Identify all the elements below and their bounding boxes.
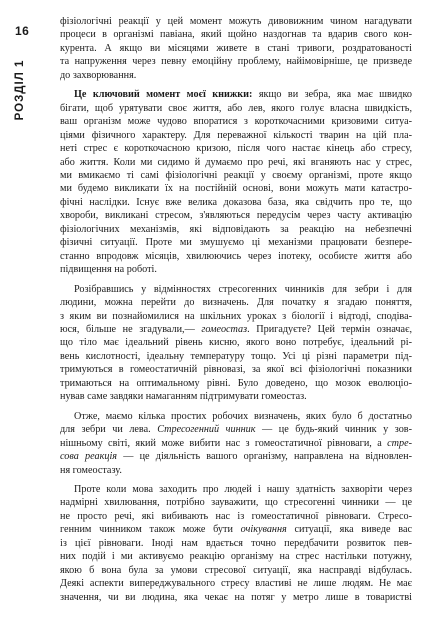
text-line: Розібравшись у відмінностях стресогенних чинників для зебри і для [74,283,412,295]
text-line: та напруження через певну емоційну проблему, найімовірніше, це призведе [60,56,412,68]
text-line: процеси в організмі павіана, який щойно наздогнав та вдарив свого кон- [60,29,412,41]
text-line: неті стрес є короткочасною кризою, після чого настає кінець або стресу, [60,143,412,155]
text-line: людини, можна перейти до визначень. Для початку я згадаю поняття, [60,297,412,309]
text-line: значення, чи ви людина, яка чекає на потяг у метро лише в товаристві [60,591,412,603]
text-line: курента. А якщо ви місяцями живете в стані тривоги, роздратованості [60,42,412,54]
paragraph [60,410,412,477]
chapter-label [6,60,34,120]
text-line: хвороби, викликані стресом, з'являються передусім через часту активацію [60,210,412,222]
text-line: ваш організм може чудово впоратися з короткочасними кризовими ситуа- [60,116,412,128]
text-line: юся, більше не згадували,— гомеостаз. Пригадуєте? Цей термін означає, [60,323,412,335]
text-line: Це ключовий момент моєї книжки: якщо ви зебра, яка має швидко [74,89,412,101]
text-line: сова реакція — це діяльність вашого організму, направлена на відновлен- [60,451,412,463]
text-line: підвищення на роботі. [60,264,157,276]
text-line: що тіло має ідеальний рівень кисню, якого воно потребує, ідеальний рі- [60,337,412,349]
text-line: фічні наслідки. Існує вже велика доказова база, яка свідчить про те, що [60,196,412,208]
text-line: ми будемо викликати їх на постійній основі, вони можуть мати катастро- [60,183,412,195]
text-line: або життя. Коли ми сидимо й думаємо про речі, які вганяють нас у стрес, [60,156,412,168]
text-line: якою б вона була за умови стресової ситуації, яка насправді відбулась. [60,564,412,576]
text-line: Деякі аспекти випереджувального стресу властиві не лише людям. Не має [60,578,412,590]
text-line: із цієї рівноваги. Іноді нам вдається точно передбачити розвиток пев- [60,537,412,549]
text-line: фізіологічних механізмів, які відповідають за реакцію на небезпечні [60,223,412,235]
text-line: вень кислотності, ідеальну температуру тощо. Усі ці різні параметри під- [60,350,412,362]
text-line: Проте коли мова заходить про людей і нашу здатність захворіти через [74,483,412,495]
paragraph [60,483,412,604]
text-line: тримаються на оптимальному рівні. Було доведено, що мозок еволюціо- [60,377,412,389]
text-line: ня гомеостазу. [60,464,122,476]
page-number: 16 [15,24,30,38]
text-line: до захворювання. [60,69,137,81]
text-line: ми вмикаємо ті самі фізіологічні реакції у своєму організмі, проте якщо [60,169,412,181]
chapter-label-text: РОЗДІЛ 1 [14,59,26,121]
text-line: нішньому світі, який може вибити нас з гомеостатичної рівноваги, а стре- [60,437,412,449]
paragraph [60,283,412,404]
body-text [60,15,412,610]
text-line: генним чинником також може бути очікування ситуації, яка виведе вас [60,524,412,536]
text-line: фізіологічні реакції у цей момент можуть дивовижним чином нагадувати [60,16,412,27]
text-line: не просто речі, які вибивають нас із гомеостатичної рівноваги. Стресо- [60,510,412,522]
text-line: станно впродовж місяців, хвилюючись через іпотеку, особисте життя або [60,250,412,262]
text-line: них подій і ми активуємо реакцію організму на стрес настільки потужну, [60,551,412,563]
text-line: бігати, щоб урятувати своє життя, або лев, якого голує власна швидкість, [60,102,412,114]
text-line: ціями фізичного характеру. Для переважної кількості тварин на цій пла- [60,129,412,141]
paragraph [60,15,412,82]
text-line: для зебри чи лева. Стресогенний чинник — це будь-який чинник у зов- [60,424,412,436]
text-line: з яким ви познайомилися на шкільних уроках з біології і відтоді, сподіва- [60,310,412,322]
text-line: фізичні ситуації. Проте ми змушуємо ці механізми працювати безпере- [60,237,412,249]
text-line: тримуються в гомеостатичній рівновазі, за якої всі фізіологічні показники [60,364,412,376]
text-line: нував саме завдяки намаганням підтримувати гомеостаз. [60,391,307,403]
paragraph [60,88,412,276]
text-line: надмірні хвилювання, потрібно зауважити, що стресогенні чинники — це [60,497,412,509]
text-line: Отже, маємо кілька простих робочих визначень, яких було б достатньо [74,410,412,422]
